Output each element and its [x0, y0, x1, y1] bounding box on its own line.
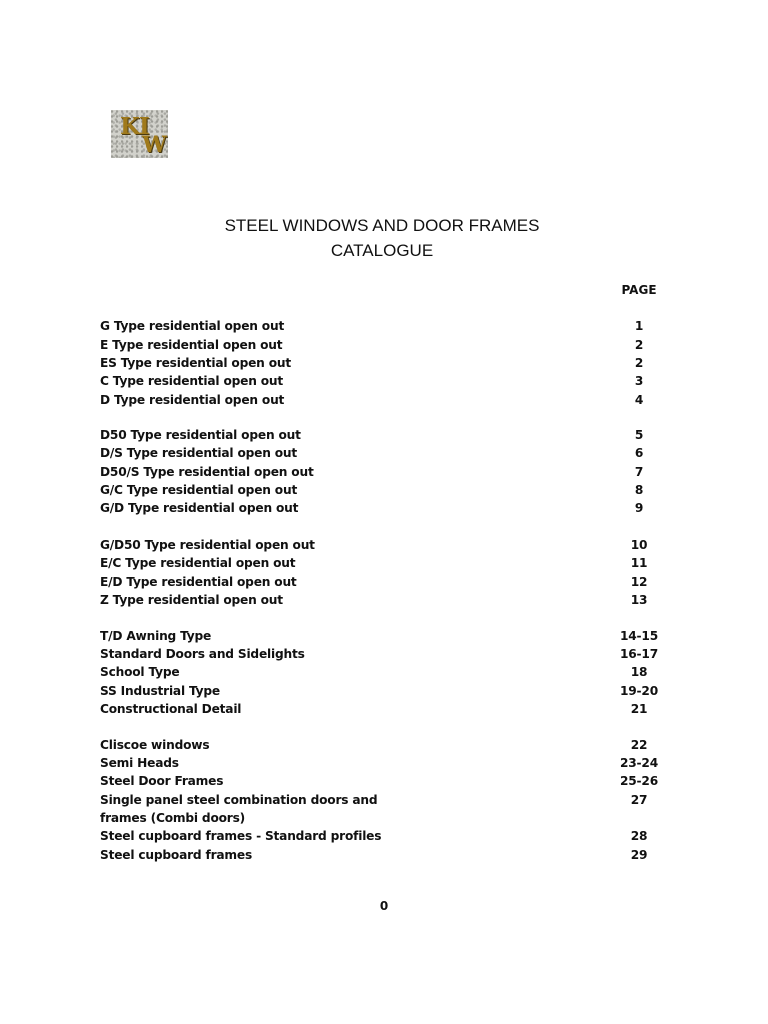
toc-entry-label: Steel Door Frames: [100, 774, 224, 788]
toc-entry: [100, 483, 700, 501]
toc-entry-label: G/C Type residential open out: [100, 483, 298, 497]
toc-entry-page: 29: [630, 848, 648, 862]
toc-entry: [100, 684, 700, 702]
toc-entry-label: Steel cupboard frames - Standard profiles: [100, 829, 382, 843]
toc-entry: [100, 848, 700, 866]
toc-entry: [100, 738, 700, 756]
document-title: STEEL WINDOWS AND DOOR FRAMES: [224, 216, 540, 235]
toc-entry-label: D50 Type residential open out: [100, 428, 301, 442]
toc-entry-page: 14-15: [620, 629, 658, 643]
toc-entry-label: Standard Doors and Sidelights: [100, 647, 305, 661]
toc-entry: [100, 629, 700, 647]
toc-entry-page: 2: [634, 338, 644, 352]
toc-entry-page: 3: [634, 374, 644, 388]
toc-entry-label: E/D Type residential open out: [100, 575, 297, 589]
toc-entry: [100, 319, 700, 337]
toc-entry-page: 19-20: [620, 684, 658, 698]
toc-entry-label: SS Industrial Type: [100, 684, 220, 698]
toc-entry-page: 16-17: [620, 647, 658, 661]
toc-entry: [100, 465, 700, 483]
toc-entry: [100, 556, 700, 574]
toc-entry-label: Single panel steel combination doors and: [100, 793, 378, 807]
toc-entry-label: E/C Type residential open out: [100, 556, 296, 570]
toc-entry-label: G/D50 Type residential open out: [100, 538, 315, 552]
toc-entry-page: 5: [634, 428, 644, 442]
toc-entry: [100, 538, 700, 556]
toc-entry: [100, 665, 700, 683]
logo-text-line1: KI: [120, 113, 149, 140]
toc-entry: [100, 374, 700, 392]
toc-entry-label: School Type: [100, 665, 180, 679]
logo-text-line2: W: [142, 132, 166, 158]
toc-entry-page: 7: [634, 465, 644, 479]
toc-entry: [100, 702, 700, 720]
document-subtitle: CATALOGUE: [330, 241, 434, 260]
toc-entry-page: 25-26: [620, 774, 658, 788]
toc-entry: [100, 446, 700, 464]
toc-entry-label: G Type residential open out: [100, 319, 285, 333]
toc-entry-label: Semi Heads: [100, 756, 179, 770]
toc-entry-label: G/D Type residential open out: [100, 501, 299, 515]
toc-entry-label-continued: frames (Combi doors): [100, 811, 246, 825]
toc-entry: [100, 575, 700, 593]
toc-entry: [100, 338, 700, 356]
toc-entry: [100, 793, 700, 829]
toc-entry-label: T/D Awning Type: [100, 629, 212, 643]
toc-entry: [100, 774, 700, 792]
toc-entry: [100, 393, 700, 411]
footer-page-number: 0: [379, 899, 389, 913]
toc-entry-page: 9: [634, 501, 644, 515]
toc-entry-page: 6: [634, 446, 644, 460]
page-column-header: PAGE: [621, 283, 657, 297]
toc-entry: [100, 428, 700, 446]
toc-entry-label: Steel cupboard frames: [100, 848, 253, 862]
toc-entry: [100, 501, 700, 519]
toc-entry: [100, 647, 700, 665]
toc-entry-page: 27: [630, 793, 648, 807]
toc-entry-page: 18: [630, 665, 648, 679]
toc-entry-page: 12: [630, 575, 648, 589]
toc-entry-label: Cliscoe windows: [100, 738, 210, 752]
toc-entry-label: Z Type residential open out: [100, 593, 283, 607]
toc-entry-label: D50/S Type residential open out: [100, 465, 314, 479]
toc-entry-label: D Type residential open out: [100, 393, 285, 407]
toc-entry-label: Constructional Detail: [100, 702, 242, 716]
toc-entry-page: 28: [630, 829, 648, 843]
toc-entry-page: 1: [634, 319, 644, 333]
toc-entry: [100, 756, 700, 774]
toc-entry-label: ES Type residential open out: [100, 356, 291, 370]
toc-entry-page: 11: [630, 556, 648, 570]
toc-entry-page: 21: [630, 702, 648, 716]
company-logo: [111, 110, 168, 158]
toc-entry: [100, 829, 700, 847]
toc-entry-page: 10: [630, 538, 648, 552]
toc-entry-page: 23-24: [620, 756, 658, 770]
toc-entry-page: 13: [630, 593, 648, 607]
toc-entry-label: D/S Type residential open out: [100, 446, 298, 460]
toc-entry: [100, 593, 700, 611]
toc-entry: [100, 356, 700, 374]
toc-entry-page: 22: [630, 738, 648, 752]
toc-entry-page: 2: [634, 356, 644, 370]
toc-entry-label: E Type residential open out: [100, 338, 283, 352]
toc-entry-page: 8: [634, 483, 644, 497]
toc-entry-page: 4: [634, 393, 644, 407]
toc-entry-label: C Type residential open out: [100, 374, 284, 388]
